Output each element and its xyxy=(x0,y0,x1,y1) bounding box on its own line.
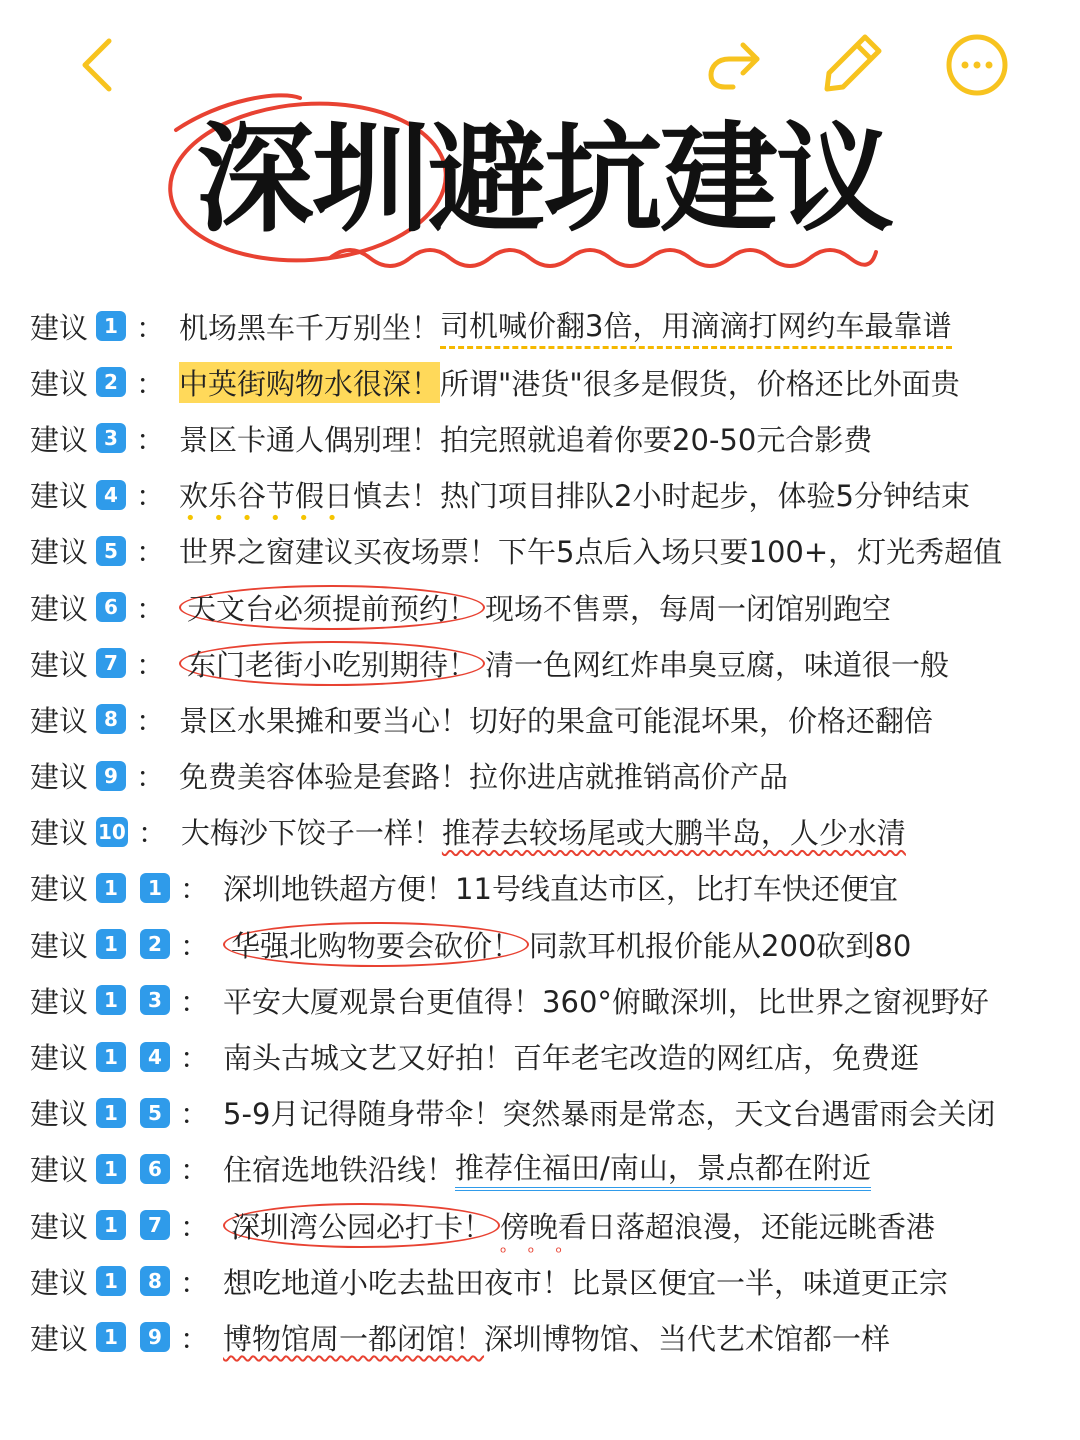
list-item xyxy=(30,1253,1070,1309)
more-dots-icon xyxy=(944,32,1010,98)
tip-headline: 住宿选地铁沿线！ xyxy=(223,1153,456,1188)
list-item xyxy=(30,410,1070,466)
number-badges xyxy=(96,1266,170,1296)
tip-prefix: 建议 xyxy=(30,1265,89,1300)
tip-prefix: 建议 xyxy=(30,1209,89,1244)
number-badge: 5 xyxy=(140,1098,170,1128)
number-badges xyxy=(96,311,126,341)
tip-headline: 华强北购物要会砍价！ xyxy=(223,922,529,967)
tip-headline: 深圳湾公园必打卡！ xyxy=(223,1203,500,1248)
tip-headline: 天文台必须提前预约！ xyxy=(179,585,485,630)
number-badge: 7 xyxy=(96,648,126,678)
list-item xyxy=(30,579,1070,635)
number-badge: 6 xyxy=(96,592,126,622)
tip-separator: ： xyxy=(136,422,166,457)
tip-prefix: 建议 xyxy=(30,1153,89,1188)
tip-separator: ： xyxy=(180,1097,210,1132)
number-badge: 8 xyxy=(96,704,126,734)
number-badge: 1 xyxy=(96,1098,126,1128)
tip-detail: 同款耳机报价能从200砍到80 xyxy=(529,928,912,963)
tip-detail: 比景区便宜一半，味道更正宗 xyxy=(571,1265,949,1300)
number-badge: 2 xyxy=(96,367,126,397)
list-item xyxy=(30,1197,1070,1253)
number-badges xyxy=(96,704,126,734)
tip-headline: 南头古城文艺又好拍！ xyxy=(223,1041,514,1076)
tip-detail: 傍晚看日落超浪漫，还能远眺香港 ᵒ ᵒ ᵒ xyxy=(500,1205,935,1246)
tip-detail: 切好的果盒可能混坏果，价格还翻倍 xyxy=(469,703,934,738)
number-badge: 1 xyxy=(96,1266,126,1296)
number-badges xyxy=(96,1042,170,1072)
tip-detail: 11号线直达市区，比打车快还便宜 xyxy=(455,872,898,907)
list-item xyxy=(30,1309,1070,1365)
number-badge: 6 xyxy=(140,1154,170,1184)
number-badge: 7 xyxy=(140,1210,170,1240)
tip-prefix: 建议 xyxy=(30,816,89,851)
number-badges xyxy=(96,367,126,397)
tip-separator: ： xyxy=(180,928,210,963)
number-badges xyxy=(96,648,126,678)
tip-separator: ： xyxy=(136,703,166,738)
list-item xyxy=(30,635,1070,691)
number-badge: 9 xyxy=(140,1322,170,1352)
tip-prefix: 建议 xyxy=(30,366,89,401)
number-badge: 1 xyxy=(96,985,126,1015)
tip-prefix: 建议 xyxy=(30,310,89,345)
number-badge: 3 xyxy=(140,985,170,1015)
tip-headline: 机场黑车千万别坐！ xyxy=(179,310,441,345)
tip-prefix: 建议 xyxy=(30,872,89,907)
tip-separator: ： xyxy=(137,816,167,851)
tip-headline: • • • 世界之窗建议买夜场票！ xyxy=(179,530,498,571)
list-item xyxy=(30,972,1070,1028)
list-item xyxy=(30,691,1070,747)
tip-detail: 热门项目排队2小时起步，体验5分钟结束 xyxy=(440,479,970,514)
tip-prefix: 建议 xyxy=(30,1321,89,1356)
number-badge: 9 xyxy=(96,761,126,791)
tip-detail: 下午5点后入场只要100+，灯光秀超值 xyxy=(498,535,1003,570)
tip-detail: 司机喊价翻3倍，用滴滴打网约车最靠谱 xyxy=(440,304,951,349)
number-badge: 4 xyxy=(140,1042,170,1072)
number-badges xyxy=(96,985,170,1015)
number-badges xyxy=(96,817,128,847)
tip-headline: 欢乐谷节假日慎去！ xyxy=(179,479,441,514)
number-badge: 1 xyxy=(140,873,170,903)
tip-detail: 突然暴雨是常态，天文台遇雷雨会关闭 xyxy=(502,1097,996,1132)
tip-headline: 平安大厦观景台更值得！ xyxy=(223,984,543,1019)
tip-separator: ： xyxy=(136,479,166,514)
number-badge: 1 xyxy=(96,311,126,341)
tip-prefix: 建议 xyxy=(30,647,89,682)
number-badge: 1 xyxy=(96,1322,126,1352)
number-badges xyxy=(96,1154,170,1184)
list-item xyxy=(30,804,1070,860)
tip-separator: ： xyxy=(136,535,166,570)
tip-separator: ： xyxy=(180,872,210,907)
number-badges xyxy=(96,1322,170,1352)
tip-separator: ： xyxy=(180,1153,210,1188)
tip-detail: 拍完照就追着你要20-50元合影费 xyxy=(440,422,873,457)
chevron-left-icon xyxy=(77,35,117,95)
number-badge: 4 xyxy=(96,480,126,510)
tip-headline: 想吃地道小吃去盐田夜市！ xyxy=(223,1265,572,1300)
tip-prefix: 建议 xyxy=(30,1041,89,1076)
number-badge: 3 xyxy=(96,423,126,453)
list-item xyxy=(30,1028,1070,1084)
tips-list xyxy=(30,298,1070,1366)
number-badge: 1 xyxy=(96,929,126,959)
number-badge: 8 xyxy=(140,1266,170,1296)
tip-prefix: 建议 xyxy=(30,1097,89,1132)
list-item xyxy=(30,523,1070,579)
number-badge: 2 xyxy=(140,929,170,959)
number-badge: 10 xyxy=(96,817,128,847)
list-item xyxy=(30,916,1070,972)
tip-headline: 东门老街小吃别期待！ xyxy=(179,641,485,686)
number-badges xyxy=(96,592,126,622)
tip-separator: ： xyxy=(136,647,166,682)
title-area xyxy=(0,90,1080,270)
tip-detail: 推荐住福田/南山，景点都在附近 xyxy=(455,1146,871,1191)
list-item xyxy=(30,748,1070,804)
tip-separator: ： xyxy=(180,1321,210,1356)
number-badge: 1 xyxy=(96,1210,126,1240)
number-badges xyxy=(96,1210,170,1240)
tip-headline: 大梅沙下饺子一样！ xyxy=(180,816,442,851)
tip-headline: 深圳地铁超方便！ xyxy=(223,872,456,907)
list-item xyxy=(30,860,1070,916)
tip-headline: 景区水果摊和要当心！ xyxy=(179,703,470,738)
number-badge: 1 xyxy=(96,873,126,903)
number-badge: 5 xyxy=(96,536,126,566)
number-badges xyxy=(96,873,170,903)
tip-headline: 博物馆周一都闭馆！ xyxy=(223,1321,485,1356)
number-badge: 1 xyxy=(96,1154,126,1184)
list-item xyxy=(30,298,1070,354)
list-item xyxy=(30,354,1070,410)
tip-detail: 拉你进店就推销高价产品 xyxy=(469,760,789,795)
tip-prefix: 建议 xyxy=(30,422,89,457)
tip-prefix: 建议 xyxy=(30,535,89,570)
tip-detail: 清一色网红炸串臭豆腐，味道很一般 xyxy=(485,647,950,682)
tip-prefix: 建议 xyxy=(30,760,89,795)
tip-prefix: 建议 xyxy=(30,703,89,738)
tip-separator: ： xyxy=(136,760,166,795)
number-badges xyxy=(96,536,126,566)
tip-detail: 现场不售票，每周一闭馆别跑空 xyxy=(485,591,892,626)
list-item xyxy=(30,1085,1070,1141)
number-badge: 1 xyxy=(96,1042,126,1072)
number-badges xyxy=(96,1098,170,1128)
tip-detail: 360°俯瞰深圳，比世界之窗视野好 xyxy=(542,984,989,1019)
edit-button[interactable] xyxy=(818,28,888,98)
tip-separator: ： xyxy=(180,1265,210,1300)
tip-prefix: 建议 xyxy=(30,984,89,1019)
page-title: 深圳避坑建议 xyxy=(196,110,893,248)
tip-separator: ： xyxy=(180,984,210,1019)
tip-headline: 5-9月记得随身带伞！ xyxy=(223,1097,503,1132)
tip-prefix: 建议 xyxy=(30,928,89,963)
tip-prefix: 建议 xyxy=(30,591,89,626)
number-badges xyxy=(96,761,126,791)
tip-headline: 景区卡通人偶别理！ xyxy=(179,422,441,457)
tip-headline: 中英街购物水很深！ xyxy=(179,362,440,403)
tip-separator: ： xyxy=(180,1209,210,1244)
number-badges xyxy=(96,423,126,453)
tip-detail: 百年老宅改造的网红店，免费逛 xyxy=(513,1041,920,1076)
tip-separator: ： xyxy=(136,591,166,626)
tip-detail: 深圳博物馆、当代艺术馆都一样 xyxy=(484,1321,891,1356)
pencil-icon xyxy=(821,31,885,95)
tip-headline: 免费美容体验是套路！ xyxy=(179,760,470,795)
tip-separator: ： xyxy=(180,1041,210,1076)
tip-detail: 推荐去较场尾或大鹏半岛，人少水清 xyxy=(441,816,906,851)
tip-prefix: 建议 xyxy=(30,479,89,514)
tip-separator: ： xyxy=(136,310,166,345)
number-badges xyxy=(96,929,170,959)
number-badges xyxy=(96,480,126,510)
tip-separator: ： xyxy=(136,366,166,401)
list-item xyxy=(30,1141,1070,1197)
tip-detail: 所谓"港货"很多是假货，价格还比外面贵 xyxy=(440,366,960,401)
share-forward-icon xyxy=(703,37,763,93)
